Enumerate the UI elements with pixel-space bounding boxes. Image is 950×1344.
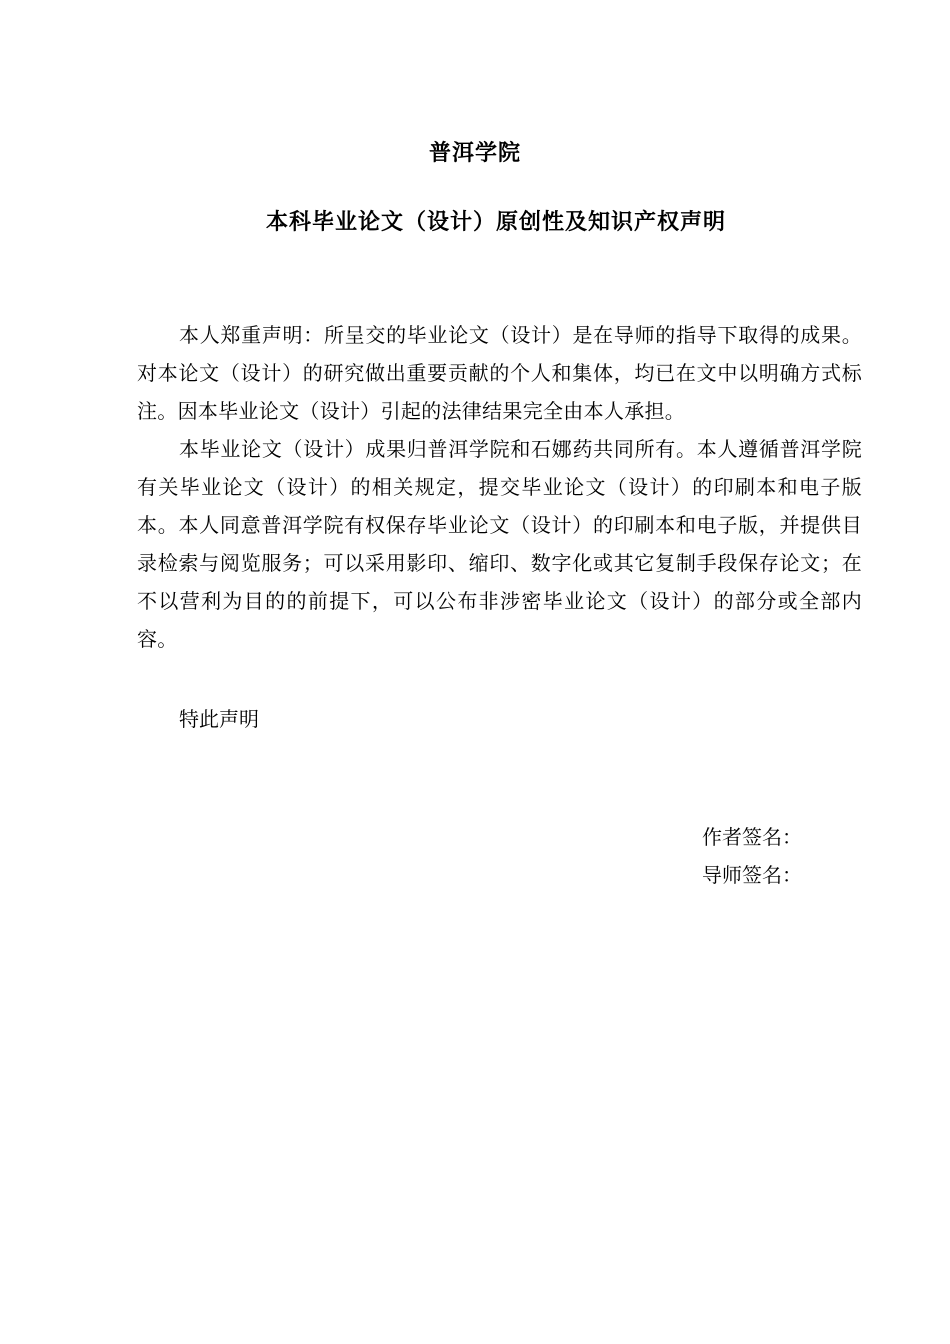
advisor-signature-label: 导师签名： bbox=[702, 863, 802, 887]
paragraph-originality: 本人郑重声明：所呈交的毕业论文（设计）是在导师的指导下取得的成果。对本论文（设计）的研究做出重要贡献的个人和集体，均已在文中以明确方式标注。因本毕业论文（设计）引起的法律结果完全由本人承担。 bbox=[137, 323, 862, 423]
paragraph-ownership: 本毕业论文（设计）成果归普洱学院和石娜药共同所有。本人遵循普洱学院有关毕业论文（设计）的相关规定，提交毕业论文（设计）的印刷本和电子版本。本人同意普洱学院有权保存毕业论文（设计）的印刷本和电子版，并提供目录检索与阅览服务；可以采用影印、缩印、数字化或其它复制手段保存论文；在不以营利为目的的前提下，可以公布非涉密毕业论文（设计）的部分或全部内容。 bbox=[137, 437, 862, 651]
author-signature-label: 作者签名： bbox=[702, 825, 802, 849]
declaration-title: 本科毕业论文（设计）原创性及知识产权声明 bbox=[265, 209, 726, 235]
declaration-body bbox=[137, 316, 862, 658]
signature-block bbox=[652, 818, 852, 894]
closing-statement: 特此声明 bbox=[179, 707, 259, 731]
school-name: 普洱学院 bbox=[428, 140, 521, 166]
